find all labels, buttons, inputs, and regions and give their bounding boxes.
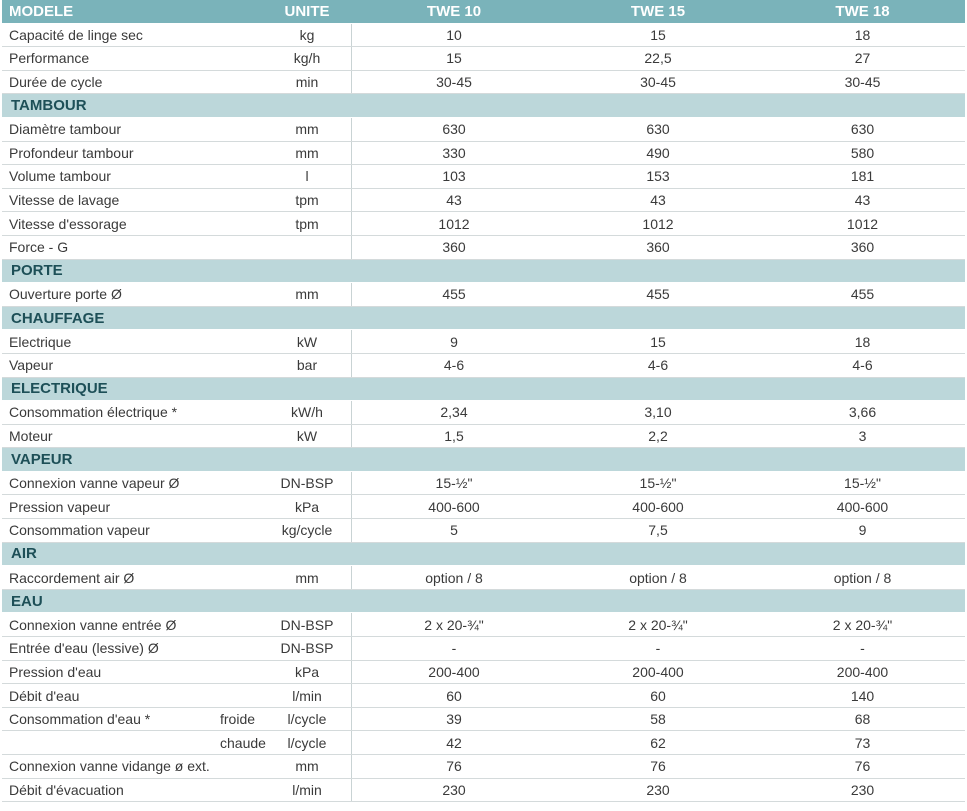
row-unit: tpm (295, 215, 319, 232)
value-model-2: 7,5 (648, 522, 668, 539)
table-row (2, 165, 965, 189)
column-divider (351, 637, 352, 660)
row-unit: mm (295, 144, 319, 161)
value-model-2: 43 (650, 192, 666, 209)
section-header (2, 307, 965, 331)
value-model-2: 630 (646, 121, 670, 138)
value-model-3: 15-½" (844, 475, 881, 492)
column-divider (351, 118, 352, 141)
table-row (2, 118, 965, 142)
row-unit: kW (296, 333, 318, 350)
value-model-3: 1012 (846, 215, 879, 232)
value-model-3: 68 (854, 711, 871, 728)
section-title: TAMBOUR (11, 97, 87, 115)
table-row (2, 142, 965, 166)
value-model-3: 76 (854, 758, 871, 775)
value-model-2: 490 (646, 144, 670, 161)
row-label: Vitesse de lavage (9, 192, 120, 209)
row-unit: kPa (294, 663, 320, 680)
table-row (2, 637, 965, 661)
table-row (2, 519, 965, 543)
section-header (2, 260, 965, 284)
row-label: Entrée d'eau (lessive) Ø (9, 640, 159, 657)
value-model-2: 153 (646, 168, 670, 185)
value-model-1: 230 (442, 781, 466, 798)
value-model-2: 455 (646, 286, 670, 303)
value-model-3: 360 (850, 239, 875, 256)
row-unit: kW/h (291, 404, 323, 421)
column-divider (351, 354, 352, 377)
column-divider (351, 71, 352, 94)
table-row (2, 330, 965, 354)
column-divider (351, 236, 352, 259)
value-model-1: 30-45 (436, 74, 472, 91)
row-unit: mm (295, 758, 319, 775)
value-model-3: 580 (850, 144, 875, 161)
value-model-1: 360 (442, 239, 466, 256)
table-row (2, 401, 965, 425)
value-model-1: 60 (446, 687, 462, 704)
value-model-1: 9 (450, 333, 458, 350)
column-divider (351, 425, 352, 448)
table-row (2, 566, 965, 590)
value-model-3: 73 (854, 734, 871, 751)
row-unit: l (305, 168, 309, 185)
value-model-1: 455 (442, 286, 466, 303)
row-label: Moteur (9, 427, 53, 444)
row-unit: DN-BSP (280, 640, 334, 657)
table-row (2, 495, 965, 519)
table-row (2, 283, 965, 307)
value-model-2: 230 (646, 781, 670, 798)
value-model-3: 455 (850, 286, 875, 303)
section-title: EAU (11, 592, 43, 610)
table-row (2, 472, 965, 496)
row-unit: l/min (292, 781, 322, 798)
value-model-2: 400-600 (632, 498, 684, 515)
row-label: Consommation d'eau * (9, 711, 151, 728)
row-label: Connexion vanne vapeur Ø (9, 475, 180, 492)
value-model-1: 10 (446, 26, 462, 43)
row-label: Capacité de linge sec (9, 26, 143, 43)
row-sublabel: froide (220, 711, 256, 728)
row-unit: l/cycle (287, 734, 327, 751)
value-model-2: 3,10 (644, 404, 672, 421)
value-model-1: 2,34 (440, 404, 468, 421)
table-row (2, 708, 965, 732)
value-model-1: 4-6 (443, 357, 465, 374)
table-row (2, 47, 965, 71)
row-unit: tpm (295, 192, 319, 209)
column-divider (351, 684, 352, 707)
value-model-3: 9 (858, 522, 867, 539)
row-label: Performance (9, 50, 90, 67)
table-row (2, 425, 965, 449)
column-divider (351, 472, 352, 495)
row-label: Pression d'eau (9, 663, 102, 680)
table-header-row (2, 0, 965, 24)
column-divider (351, 401, 352, 424)
section-title: VAPEUR (11, 451, 73, 469)
row-unit: kPa (294, 498, 320, 515)
table-row (2, 755, 965, 779)
value-model-2: - (655, 640, 661, 657)
section-title: ELECTRIQUE (11, 380, 108, 398)
table-row (2, 189, 965, 213)
section-header (2, 448, 965, 472)
table-row (2, 354, 965, 378)
section-title: PORTE (11, 262, 63, 280)
value-model-2: 62 (650, 734, 666, 751)
value-model-3: 3,66 (848, 404, 877, 421)
value-model-3: 43 (854, 192, 871, 209)
value-model-1: 42 (446, 734, 462, 751)
column-divider (351, 566, 352, 589)
column-divider (351, 24, 352, 47)
value-model-3: 140 (850, 687, 875, 704)
header-model-2: TWE 15 (630, 2, 686, 20)
row-unit: kW (296, 427, 318, 444)
table-row (2, 684, 965, 708)
row-unit: kg (299, 26, 315, 43)
value-model-1: 103 (442, 168, 466, 185)
column-divider (351, 330, 352, 353)
column-divider (351, 212, 352, 235)
row-unit: kg/h (293, 50, 321, 67)
value-model-2: 15 (650, 333, 666, 350)
table-row (2, 212, 965, 236)
table-row (2, 779, 965, 803)
row-label: Vitesse d'essorage (9, 215, 127, 232)
value-model-2: option / 8 (629, 569, 687, 586)
value-model-1: 200-400 (428, 663, 480, 680)
column-divider (351, 189, 352, 212)
value-model-1: 2 x 20-¾" (424, 616, 484, 633)
value-model-3: 630 (850, 121, 875, 138)
column-divider (351, 519, 352, 542)
row-unit: mm (295, 121, 319, 138)
row-unit: mm (295, 286, 319, 303)
row-unit: l/cycle (287, 711, 327, 728)
row-label: Diamètre tambour (9, 121, 122, 138)
table-row (2, 236, 965, 260)
row-unit: mm (295, 569, 319, 586)
header-model-3: TWE 18 (835, 2, 890, 20)
value-model-2: 22,5 (644, 50, 672, 67)
column-divider (351, 165, 352, 188)
value-model-3: 18 (854, 26, 871, 43)
spec-table (2, 0, 965, 802)
value-model-1: 15 (446, 50, 462, 67)
row-unit: bar (296, 357, 318, 374)
table-body (2, 24, 965, 803)
column-divider (351, 731, 352, 754)
value-model-3: option / 8 (833, 569, 892, 586)
table-row (2, 24, 965, 48)
row-label: Vapeur (9, 357, 54, 374)
column-divider (351, 661, 352, 684)
section-header (2, 590, 965, 614)
column-divider (351, 142, 352, 165)
row-unit: DN-BSP (280, 616, 334, 633)
value-model-2: 30-45 (640, 74, 676, 91)
row-label: Electrique (9, 333, 72, 350)
value-model-3: 27 (854, 50, 871, 67)
value-model-2: 60 (650, 687, 666, 704)
value-model-3: 2 x 20-¾" (832, 616, 893, 633)
value-model-2: 2 x 20-¾" (628, 616, 688, 633)
value-model-1: 1012 (438, 215, 470, 232)
row-label: Durée de cycle (9, 74, 103, 91)
value-model-3: 400-600 (836, 498, 889, 515)
row-label: Débit d'évacuation (9, 781, 124, 798)
header-unit: UNITE (284, 2, 330, 20)
row-label: Profondeur tambour (9, 144, 134, 161)
section-title: AIR (11, 545, 37, 563)
row-label: Connexion vanne entrée Ø (9, 616, 177, 633)
value-model-3: 181 (850, 168, 875, 185)
value-model-3: 230 (850, 781, 875, 798)
row-label: Force - G (9, 239, 69, 256)
column-divider (351, 708, 352, 731)
row-label: Connexion vanne vidange ø ext. (9, 758, 210, 775)
value-model-1: 1,5 (444, 427, 464, 444)
value-model-2: 15 (650, 26, 666, 43)
row-label: Raccordement air Ø (9, 569, 135, 586)
value-model-3: 18 (854, 333, 871, 350)
column-divider (351, 755, 352, 778)
value-model-1: 5 (450, 522, 458, 539)
section-title: CHAUFFAGE (11, 309, 105, 327)
value-model-2: 15-½" (639, 475, 677, 492)
table-row (2, 71, 965, 95)
row-label: Volume tambour (9, 168, 111, 185)
header-model-1: TWE 10 (426, 2, 482, 20)
row-unit (260, 236, 354, 259)
value-model-2: 200-400 (632, 663, 684, 680)
row-label: Débit d'eau (9, 687, 80, 704)
value-model-3: 4-6 (852, 357, 873, 374)
row-unit: min (295, 74, 319, 91)
value-model-2: 76 (650, 758, 666, 775)
column-divider (351, 47, 352, 70)
value-model-1: option / 8 (425, 569, 483, 586)
value-model-3: 200-400 (836, 663, 889, 680)
value-model-1: 400-600 (428, 498, 480, 515)
value-model-1: 43 (446, 192, 462, 209)
row-label: Ouverture porte Ø (9, 286, 122, 303)
row-unit: DN-BSP (280, 475, 334, 492)
value-model-2: 360 (646, 239, 670, 256)
value-model-1: 76 (446, 758, 462, 775)
value-model-3: 3 (858, 427, 867, 444)
row-label: Consommation vapeur (9, 522, 150, 539)
table-row (2, 661, 965, 685)
value-model-2: 58 (650, 711, 666, 728)
value-model-1: 630 (442, 121, 466, 138)
column-divider (351, 283, 352, 306)
value-model-2: 2,2 (648, 427, 668, 444)
row-unit: l/min (292, 687, 322, 704)
row-sublabel: chaude (220, 734, 266, 751)
value-model-3: 30-45 (844, 74, 881, 91)
value-model-1: 330 (442, 144, 466, 161)
value-model-1: 15-½" (435, 475, 473, 492)
column-divider (351, 613, 352, 636)
column-divider (351, 495, 352, 518)
row-label: Consommation électrique * (9, 404, 178, 421)
value-model-2: 4-6 (647, 357, 669, 374)
value-model-1: 39 (446, 711, 462, 728)
table-row (2, 613, 965, 637)
column-divider (351, 779, 352, 802)
row-unit: kg/cycle (281, 522, 333, 539)
section-header (2, 543, 965, 567)
value-model-1: - (451, 640, 457, 657)
section-header (2, 94, 965, 118)
row-label: Pression vapeur (9, 498, 111, 515)
header-model: MODELE (9, 2, 74, 20)
value-model-3: - (860, 640, 865, 657)
value-model-2: 1012 (642, 215, 674, 232)
section-header (2, 378, 965, 402)
table-row (2, 731, 965, 755)
